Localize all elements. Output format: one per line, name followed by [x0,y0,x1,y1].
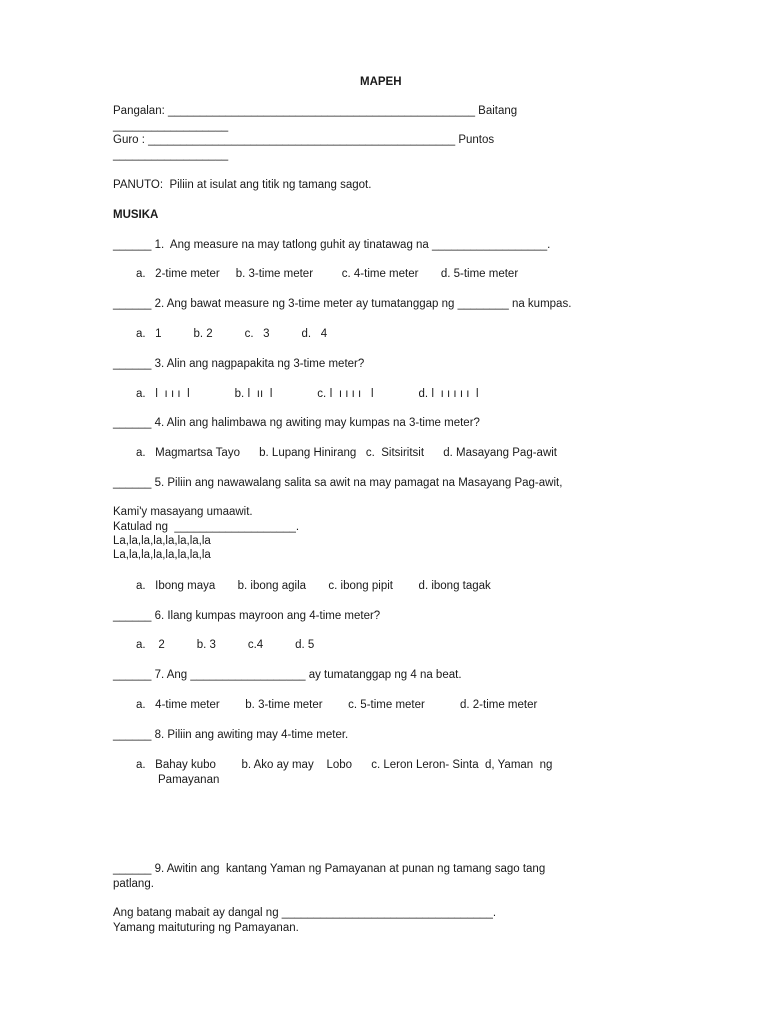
question-5-lyric-4: La,la,la,la,la,la,la,la [113,549,211,561]
question-5-choices: a. Ibong maya b. ibong agila c. ibong pipit d. ibong tagak [136,580,491,592]
panuto-instruction: PANUTO: Piliin at isulat ang titik ng tamang sagot. [113,179,372,191]
question-3: ______ 3. Alin ang nagpapakita ng 3-time meter? [113,358,365,370]
question-8-choices-cont: Pamayanan [158,774,220,786]
page-title: MAPEH [360,76,402,88]
question-8: ______ 8. Piliin ang awiting may 4-time meter. [113,729,349,741]
question-7-choices: a. 4-time meter b. 3-time meter c. 5-time meter d. 2-time meter [136,699,538,711]
guro-line-cont: __________________ [113,149,229,161]
section-heading: MUSIKA [113,209,159,221]
question-5-lyric-3: La,la,la,la,la,la,la,la [113,535,211,547]
question-8-choices: a. Bahay kubo b. Ako ay may Lobo c. Leron Leron- Sinta d, Yaman ng [136,759,553,771]
question-9-line-2: Yamang maituturing ng Pamayanan. [113,922,299,934]
question-9-cont: patlang. [113,878,154,890]
question-5-lyric-2: Katulad ng ___________________. [113,521,300,533]
pangalan-line-cont: __________________ [113,120,229,132]
question-4: ______ 4. Alin ang halimbawa ng awiting may kumpas na 3-time meter? [113,417,480,429]
question-9-line-1: Ang batang mabait ay dangal ng _________________________________. [113,907,497,919]
question-3-choices: a. ǀ ı ı ı ǀ b. ǀ ıı ǀ c. ǀ ı ı ı ı ǀ d. ǀ ı ı ı ı ı ǀ [136,388,479,400]
guro-line: Guro : ________________________________________________ Puntos [113,134,495,146]
question-9: ______ 9. Awitin ang kantang Yaman ng Pamayanan at punan ng tamang sago tang [113,863,546,875]
pangalan-line: Pangalan: ________________________________________________ Baitang [113,105,518,117]
question-2: ______ 2. Ang bawat measure ng 3-time meter ay tumatanggap ng ________ na kumpas. [113,298,572,310]
question-1: ______ 1. Ang measure na may tatlong guhit ay tinatawag na __________________. [113,239,551,251]
question-4-choices: a. Magmartsa Tayo b. Lupang Hinirang c. Sitsiritsit d. Masayang Pag-awit [136,447,558,459]
question-5: ______ 5. Piliin ang nawawalang salita sa awit na may pamagat na Masayang Pag-awit, [113,477,563,489]
question-7: ______ 7. Ang __________________ ay tumatanggap ng 4 na beat. [113,669,462,681]
question-6-choices: a. 2 b. 3 c.4 d. 5 [136,639,315,651]
question-2-choices: a. 1 b. 2 c. 3 d. 4 [136,328,328,340]
question-5-lyric-1: Kami'y masayang umaawit. [113,506,253,518]
question-6: ______ 6. Ilang kumpas mayroon ang 4-time meter? [113,610,381,622]
question-1-choices: a. 2-time meter b. 3-time meter c. 4-time meter d. 5-time meter [136,268,519,280]
